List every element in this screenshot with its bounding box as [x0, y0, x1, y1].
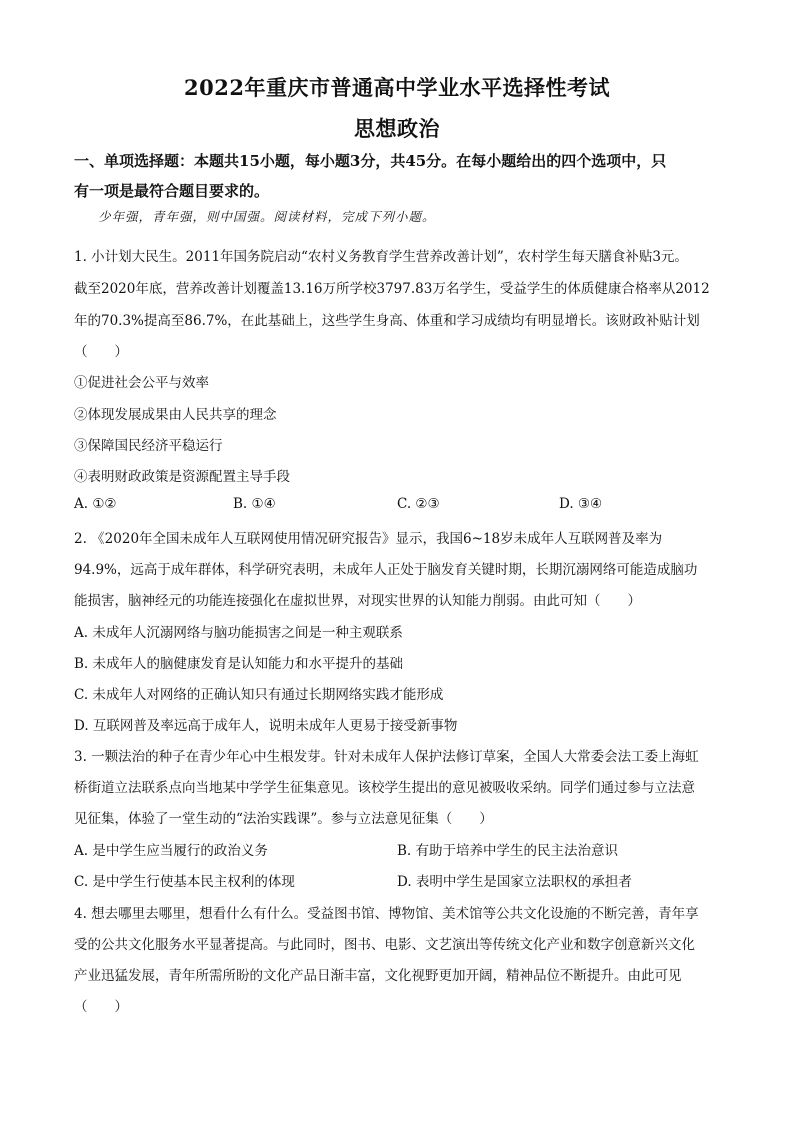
q2-option-c: C. 未成年人对网络的正确认知只有通过长期网络实践才能形成	[74, 687, 444, 703]
q3-option-a: A. 是中学生应当履行的政治义务	[74, 843, 268, 859]
q1-answer-blank: （ ）	[74, 344, 128, 360]
q2-stem-line: 2. 《2020年全国未成年人互联网使用情况研究报告》显示，我国6~18岁未成年人互联网普及率为	[74, 531, 663, 547]
q4-answer-blank: （ ）	[74, 999, 128, 1015]
q3-option-d: D. 表明中学生是国家立法职权的承担者	[397, 874, 632, 890]
q3-option-c: C. 是中学生行使基本民主权利的体现	[74, 874, 295, 890]
q1-stem-line: 1. 小计划大民生。2011年国务院启动“农村义务教育学生营养改善计划”，农村学生每天膳食补贴3元。	[74, 249, 688, 265]
section-heading-line2: 有一项是最符合题目要求的。	[74, 182, 270, 200]
q3-stem-line: 3. 一颗法治的种子在青少年心中生根发芽。针对未成年人保护法修订草案，全国人大常委会法工委上海虹	[74, 749, 699, 765]
q4-stem-line: 产业迅猛发展，青年所需所盼的文化产品日渐丰富，文化视野更加开阔，精神品位不断提升。由此可见	[74, 968, 682, 984]
q3-option-b: B. 有助于培养中学生的民主法治意识	[397, 843, 619, 859]
q1-option-d: D. ③④	[559, 496, 603, 512]
q4-stem-line: 受的公共文化服务水平显著提高。与此同时，图书、电影、文艺演出等传统文化产业和数字创意新兴文化	[74, 937, 695, 953]
q1-statement: ②体现发展成果由人民共享的理念	[74, 407, 277, 423]
q3-stem-line: 桥街道立法联系点向当地某中学学生征集意见。该校学生提出的意见被吸收采纳。同学们通过参与立法意	[74, 780, 695, 796]
q1-option-c: C. ②③	[397, 496, 440, 512]
q3-stem-line: 见征集，体验了一堂生动的“法治实践课”。参与立法意见征集（ ）	[74, 811, 493, 827]
q2-option-b: B. 未成年人的脑健康发育是认知能力和水平提升的基础	[74, 656, 404, 672]
q1-statement: ④表明财政政策是资源配置主导手段	[74, 469, 290, 485]
q1-statement: ①促进社会公平与效率	[74, 375, 209, 391]
material-intro: 少年强，青年强，则中国强。阅读材料，完成下列小题。	[98, 209, 436, 224]
q1-statement: ③保障国民经济平稳运行	[74, 438, 223, 454]
q2-stem-line: 94.9%，远高于成年群体，科学研究表明，未成年人正处于脑发育关键时期，长期沉溺网络可能造成脑功	[74, 562, 698, 578]
q2-option-d: D. 互联网普及率远高于成年人，说明未成年人更易于接受新事物	[74, 718, 458, 734]
q1-option-a: A. ①②	[74, 496, 117, 512]
section-heading-line1: 一、单项选择题：本题共15小题，每小题3分，共45分。在每小题给出的四个选项中，只	[74, 152, 667, 170]
q1-option-b: B. ①④	[233, 496, 276, 512]
q1-stem-line: 截至2020年底，营养改善计划覆盖13.16万所学校3797.83万名学生，受益学生的体质健康合格率从2012	[74, 281, 710, 297]
q2-option-a: A. 未成年人沉溺网络与脑功能损害之间是一种主观联系	[74, 625, 403, 641]
q2-stem-line: 能损害，脑神经元的功能连接强化在虚拟世界，对现实世界的认知能力削弱。由此可知（ ）	[74, 593, 641, 609]
exam-title: 2022年重庆市普通高中学业水平选择性考试	[184, 75, 610, 100]
q1-stem-line: 年的70.3%提高至86.7%，在此基础上，这些学生身高、体重和学习成绩均有明显增长。该财政补贴计划	[74, 313, 700, 329]
subject-title: 思想政治	[354, 116, 440, 141]
q4-stem-line: 4. 想去哪里去哪里，想看什么有什么。受益图书馆、博物馆、美术馆等公共文化设施的不断完善，青年享	[74, 906, 699, 922]
